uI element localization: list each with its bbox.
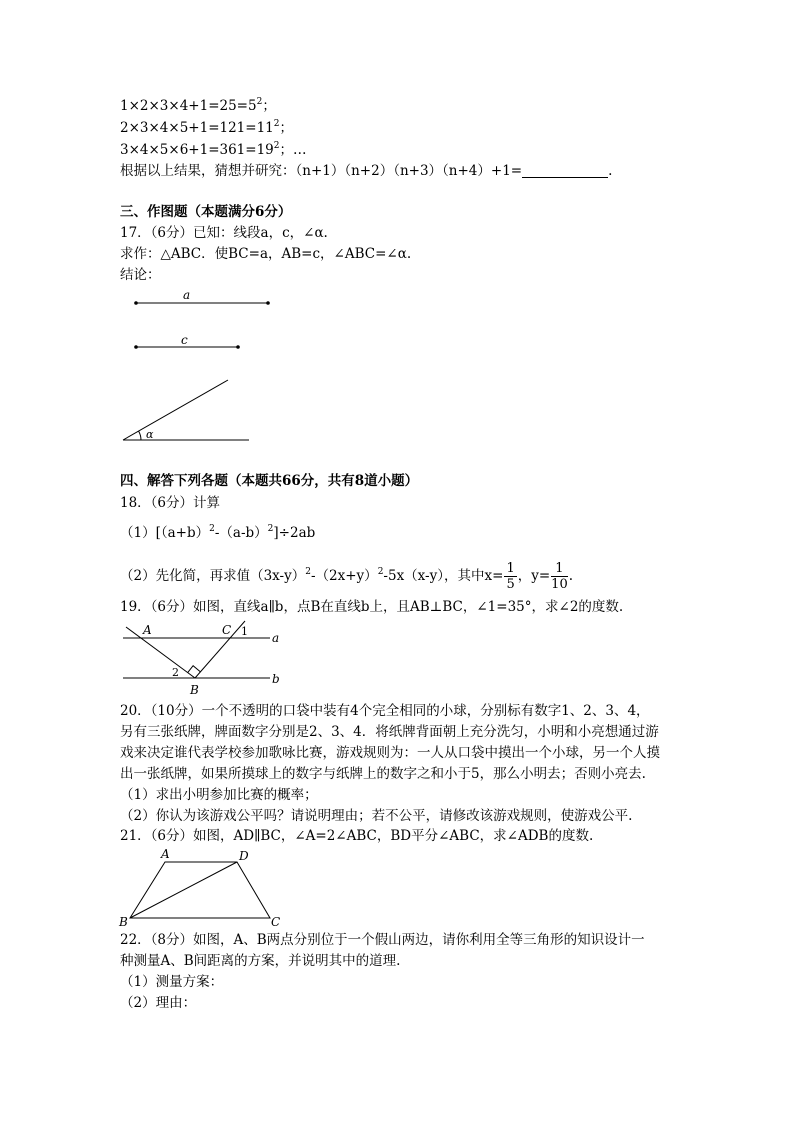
q20-line-1: 20．（10分）一个不透明的口袋中装有4个完全相同的小球，分别标有数字1、2、3、4，: [120, 703, 650, 719]
angle-alpha-label: α: [146, 428, 154, 441]
q17-construct: 求作：△ABC．使BC=a，AB=c，∠ABC=∠α.: [120, 246, 412, 262]
q19-label-b: b: [272, 672, 280, 686]
q20-line-2: 另有三张纸牌，牌面数字分别是2、3、4．将纸牌背面朝上充分洗匀，小明和小亮想通过游: [120, 724, 659, 740]
q19-text: 19．（6分）如图，直线a∥b，点B在直线b上，且AB⊥BC，∠1=35°，求∠2的度数.: [120, 599, 624, 615]
punct: ；: [279, 120, 293, 136]
punct: ；…: [279, 142, 307, 158]
q22-part-1: （1）测量方案：: [120, 974, 224, 990]
pattern-line-1-text: 1×2×3×4+1=25=5: [120, 98, 257, 114]
q18-title: 18．（6分）计算: [120, 495, 221, 511]
q22-line-1: 22．（8分）如图，A、B两点分别位于一个假山两边，请你利用全等三角形的知识设计一: [120, 932, 645, 948]
segment-a-label: a: [183, 288, 191, 302]
q19-label-B: B: [190, 683, 199, 697]
q18-p1-text: ]÷2ab: [273, 525, 316, 541]
fraction-y: [551, 561, 568, 592]
q21-figure: [118, 847, 280, 929]
section-3-heading: 三、作图题（本题满分6分）: [120, 204, 292, 220]
exponent: 2: [273, 119, 280, 129]
q18-p2-text: -（2x+y）: [310, 568, 378, 584]
q18-p1-text: -（a-b）: [214, 525, 268, 541]
fraction-denominator: 5: [506, 577, 515, 592]
q21-label-D: D: [239, 849, 249, 863]
q20-part-2: （2）你认为该游戏公平吗？请说明理由；若不公平，请修改该游戏规则，使游戏公平.: [120, 808, 633, 824]
pattern-question-text: 根据以上结果，猜想并研究：（n+1）（n+2）（n+3）（n+4）+1=: [120, 163, 523, 179]
fraction-denominator: 10: [551, 577, 568, 592]
q21-text: 21．（6分）如图，AD∥BC，∠A=2∠ABC，BD平分∠ABC，求∠ADB的度数.: [120, 828, 594, 844]
q21-label-A: A: [161, 847, 170, 861]
fraction-numerator: 1: [551, 561, 568, 577]
q20-line-3: 戏来决定谁代表学校参加歌咏比赛，游戏规则为：一人从口袋中摸出一个小球，另一个人摸: [120, 745, 660, 761]
q22-part-2: （2）理由：: [120, 995, 197, 1011]
q20-part-1: （1）求出小明参加比赛的概率；: [120, 787, 318, 803]
q19-label-angle-2: 2: [172, 666, 179, 679]
segment-a: [134, 288, 270, 305]
q19-label-C: C: [222, 623, 232, 637]
q21-label-C: C: [271, 915, 281, 929]
q18-p1-text: （1）[（a+b）: [120, 525, 210, 541]
pattern-line-3-text: 3×4×5×6+1=361=19: [120, 142, 274, 158]
q18-p2-text: ，y=: [517, 568, 551, 584]
q18-p2-text: -5x（x-y），其中x=: [383, 568, 504, 584]
segment-c: [134, 333, 240, 349]
q22-line-2: 种测量A、B间距离的方案，并说明其中的道理.: [120, 953, 401, 969]
exponent: 2: [256, 97, 263, 107]
punct: .: [608, 163, 613, 179]
exponent: 2: [273, 141, 280, 151]
fraction-numerator: 1: [506, 561, 515, 576]
q18-part-1: [120, 523, 315, 543]
fraction-x: [504, 561, 516, 592]
q17-conclusion: 结论：: [120, 267, 161, 283]
exponent: 2: [267, 524, 274, 534]
q18-part-2: [120, 560, 573, 592]
pattern-line-2-text: 2×3×4×5+1=121=11: [120, 120, 274, 136]
q20-line-4: 出一张纸牌，如果所摸球上的数字与纸牌上的数字之和小于5，那么小明去；否则小亮去.: [120, 766, 646, 782]
q19-label-angle-1: 1: [241, 625, 248, 638]
q17-given: 17．（6分）已知：线段a，c，∠α.: [120, 225, 328, 241]
q19-label-A: A: [143, 623, 152, 637]
q18-p2-text: （2）先化简，再求值（3x-y）: [120, 568, 306, 584]
exponent: 2: [209, 524, 215, 534]
q19-label-a: a: [272, 631, 280, 645]
punct: ；: [262, 98, 276, 114]
section-4-heading: 四、解答下列各题（本题共66分，共有8道小题）: [120, 473, 419, 489]
segment-c-label: c: [181, 333, 188, 347]
punct: .: [568, 568, 574, 584]
exponent: 2: [305, 567, 311, 577]
q19-figure: [123, 621, 280, 697]
q21-label-B: B: [119, 915, 128, 929]
exponent: 2: [377, 567, 384, 577]
angle-alpha: [123, 380, 249, 441]
